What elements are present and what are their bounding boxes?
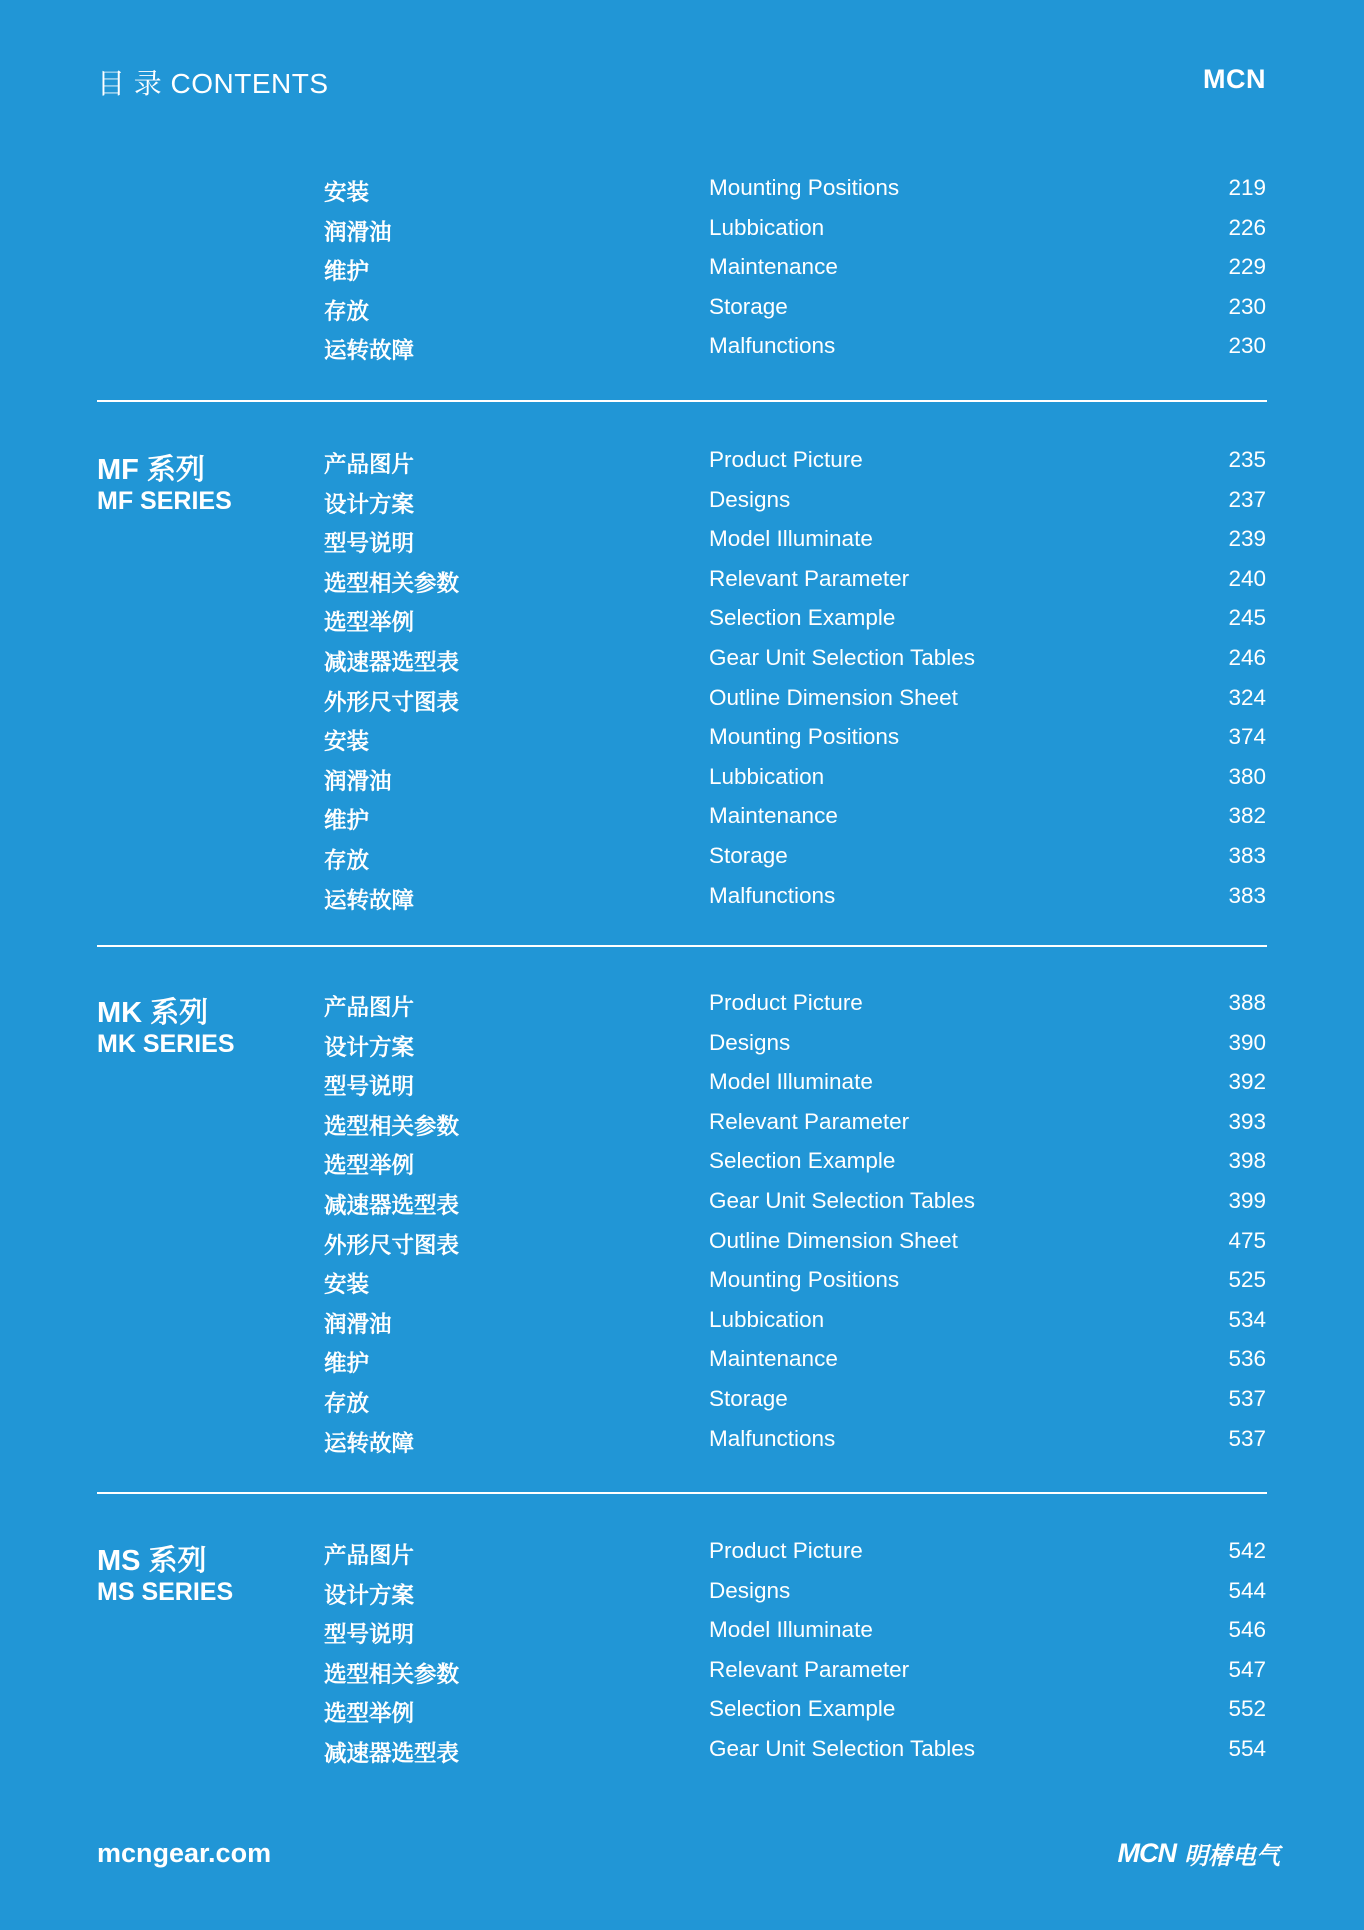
toc-entry[interactable] bbox=[0, 447, 1364, 481]
toc-entry[interactable] bbox=[0, 1736, 1364, 1770]
toc-entry[interactable] bbox=[0, 764, 1364, 798]
toc-entry-en: Relevant Parameter bbox=[709, 1108, 910, 1134]
toc-entry[interactable] bbox=[0, 1307, 1364, 1341]
toc-entry-cn: 设计方案 bbox=[324, 491, 415, 517]
toc-entry-cn: 安装 bbox=[324, 729, 370, 755]
toc-entry-page: 392 bbox=[1228, 1069, 1266, 1095]
toc-entry-en: Storage bbox=[709, 843, 788, 868]
toc-entry[interactable] bbox=[0, 1267, 1364, 1301]
toc-entry[interactable] bbox=[0, 1426, 1364, 1460]
toc-entry-page: 380 bbox=[1228, 763, 1266, 789]
series-title-en: MF SERIES bbox=[97, 487, 232, 515]
toc-entry[interactable] bbox=[0, 685, 1364, 719]
toc-entry[interactable] bbox=[0, 215, 1364, 249]
toc-entry-en: Outline Dimension Sheet bbox=[709, 1227, 958, 1253]
toc-entry-page: 547 bbox=[1228, 1656, 1266, 1682]
toc-entry-cn: 存放 bbox=[324, 1391, 370, 1416]
toc-entry-cn: 设计方案 bbox=[324, 1034, 415, 1060]
toc-entry[interactable] bbox=[0, 487, 1364, 521]
toc-entry-page: 554 bbox=[1228, 1736, 1266, 1761]
toc-entry-en: Relevant Parameter bbox=[709, 565, 910, 591]
toc-entry-cn: 设计方案 bbox=[324, 1582, 415, 1608]
toc-entry-page: 552 bbox=[1228, 1696, 1266, 1722]
toc-entry-page: 537 bbox=[1228, 1386, 1266, 1411]
toc-entry[interactable] bbox=[0, 294, 1364, 328]
toc-entry-page: 246 bbox=[1228, 645, 1266, 670]
toc-entry-en: Mounting Positions bbox=[709, 175, 900, 200]
toc-entry-cn: 选型举例 bbox=[324, 1153, 415, 1179]
toc-entry-cn: 安装 bbox=[324, 180, 370, 205]
toc-entry-en: Mounting Positions bbox=[709, 724, 900, 750]
toc-entry-en: Product Picture bbox=[709, 447, 863, 472]
toc-entry[interactable] bbox=[0, 1657, 1364, 1691]
footer-logo-cn: 明椿电气 bbox=[1184, 1843, 1280, 1870]
toc-entry-cn: 外形尺寸图表 bbox=[324, 1232, 460, 1258]
toc-entry[interactable] bbox=[0, 1386, 1364, 1420]
toc-entry-cn: 选型相关参数 bbox=[324, 1113, 460, 1139]
toc-entry-page: 525 bbox=[1228, 1267, 1266, 1293]
toc-entry[interactable] bbox=[0, 1228, 1364, 1262]
toc-entry[interactable] bbox=[0, 883, 1364, 917]
toc-entry[interactable] bbox=[0, 1069, 1364, 1103]
toc-entry-en: Model Illuminate bbox=[709, 526, 873, 552]
toc-entry-page: 393 bbox=[1228, 1108, 1266, 1134]
toc-entry-page: 239 bbox=[1228, 526, 1266, 552]
toc-entry-page: 537 bbox=[1228, 1425, 1266, 1451]
toc-entry[interactable] bbox=[0, 566, 1364, 600]
toc-entry-cn: 选型举例 bbox=[324, 1701, 415, 1727]
toc-entry-cn: 运转故障 bbox=[324, 887, 415, 913]
toc-entry-en: Gear Unit Selection Tables bbox=[709, 1736, 975, 1761]
toc-entry-cn: 运转故障 bbox=[324, 338, 415, 364]
toc-entry[interactable] bbox=[0, 645, 1364, 679]
toc-entry-page: 237 bbox=[1228, 486, 1266, 512]
footer-brand-logo bbox=[1118, 1836, 1281, 1871]
toc-entry-en: Relevant Parameter bbox=[709, 1656, 910, 1682]
toc-entry-cn: 型号说明 bbox=[324, 1622, 415, 1648]
toc-entry-page: 382 bbox=[1228, 803, 1266, 829]
toc-entry-cn: 减速器选型表 bbox=[324, 1193, 460, 1218]
footer-logo-mark: MCN bbox=[1117, 1838, 1176, 1868]
website-link[interactable]: mcngear.com bbox=[97, 1838, 272, 1868]
toc-entry-en: Model Illuminate bbox=[709, 1069, 873, 1095]
toc-entry-page: 534 bbox=[1228, 1306, 1266, 1332]
toc-entry-en: Malfunctions bbox=[709, 882, 836, 908]
toc-entry-en: Product Picture bbox=[709, 1538, 863, 1563]
toc-entry-en: Designs bbox=[709, 1577, 791, 1603]
toc-entry-page: 245 bbox=[1228, 605, 1266, 631]
toc-entry-page: 399 bbox=[1228, 1188, 1266, 1213]
toc-entry[interactable] bbox=[0, 1188, 1364, 1222]
toc-entry-en: Lubbication bbox=[709, 214, 825, 240]
toc-entry-en: Selection Example bbox=[709, 1696, 896, 1722]
toc-entry-page: 383 bbox=[1228, 843, 1266, 868]
toc-entry-en: Product Picture bbox=[709, 990, 863, 1015]
toc-entry-en: Outline Dimension Sheet bbox=[709, 684, 958, 710]
toc-entry-cn: 外形尺寸图表 bbox=[324, 689, 460, 715]
series-title-cn: MK 系列 bbox=[97, 997, 209, 1029]
toc-entry-en: Maintenance bbox=[709, 803, 838, 829]
toc-entry[interactable] bbox=[0, 843, 1364, 877]
toc-entry-cn: 润滑油 bbox=[324, 219, 392, 245]
toc-entry-en: Gear Unit Selection Tables bbox=[709, 1188, 975, 1213]
toc-entry-cn: 选型相关参数 bbox=[324, 1661, 460, 1687]
toc-entry-cn: 维护 bbox=[324, 808, 370, 834]
toc-entry-cn: 运转故障 bbox=[324, 1430, 415, 1456]
toc-entry-en: Model Illuminate bbox=[709, 1617, 873, 1643]
toc-entry-en: Lubbication bbox=[709, 1306, 825, 1332]
toc-entry-en: Mounting Positions bbox=[709, 1267, 900, 1293]
toc-entry-cn: 产品图片 bbox=[324, 452, 415, 477]
toc-entry-cn: 产品图片 bbox=[324, 995, 415, 1020]
toc-entry[interactable] bbox=[0, 1538, 1364, 1572]
toc-entry-en: Gear Unit Selection Tables bbox=[709, 645, 975, 670]
toc-entry-en: Malfunctions bbox=[709, 333, 836, 359]
toc-entry-page: 235 bbox=[1228, 447, 1266, 472]
toc-entry-en: Storage bbox=[709, 1386, 788, 1411]
toc-entry-page: 230 bbox=[1228, 293, 1266, 319]
toc-entry-page: 546 bbox=[1228, 1617, 1266, 1643]
toc-entry-en: Designs bbox=[709, 1029, 791, 1055]
section-divider bbox=[97, 945, 1267, 947]
toc-entry-page: 324 bbox=[1228, 684, 1266, 710]
toc-entry-cn: 选型举例 bbox=[324, 610, 415, 636]
toc-entry-cn: 型号说明 bbox=[324, 531, 415, 557]
toc-entry-en: Maintenance bbox=[709, 1346, 838, 1372]
toc-entry-page: 230 bbox=[1228, 333, 1266, 359]
toc-entry-page: 542 bbox=[1228, 1538, 1266, 1563]
toc-entry[interactable] bbox=[0, 175, 1364, 209]
page-title: 目 录 CONTENTS bbox=[97, 68, 329, 99]
toc-entry-cn: 存放 bbox=[324, 848, 370, 873]
toc-entry-cn: 维护 bbox=[324, 259, 370, 285]
toc-entry[interactable] bbox=[0, 1578, 1364, 1612]
toc-entry-en: Storage bbox=[709, 293, 788, 319]
toc-entry-en: Selection Example bbox=[709, 605, 896, 631]
toc-entry-cn: 减速器选型表 bbox=[324, 650, 460, 675]
series-title-en: MK SERIES bbox=[97, 1030, 235, 1058]
toc-entry[interactable] bbox=[0, 605, 1364, 639]
section-divider bbox=[97, 1492, 1267, 1494]
toc-entry-page: 390 bbox=[1228, 1029, 1266, 1055]
toc-entry-page: 544 bbox=[1228, 1577, 1266, 1603]
toc-entry-cn: 润滑油 bbox=[324, 768, 392, 794]
toc-entry-en: Selection Example bbox=[709, 1148, 896, 1174]
section-divider bbox=[97, 400, 1267, 402]
brand-logo: MCN bbox=[1203, 64, 1266, 94]
toc-entry-en: Designs bbox=[709, 486, 791, 512]
toc-entry[interactable] bbox=[0, 1617, 1364, 1651]
toc-entry-cn: 型号说明 bbox=[324, 1074, 415, 1100]
toc-entry[interactable] bbox=[0, 1696, 1364, 1730]
series-title-cn: MF 系列 bbox=[97, 454, 205, 486]
toc-entry[interactable] bbox=[0, 1109, 1364, 1143]
toc-entry[interactable] bbox=[0, 526, 1364, 560]
toc-entry-cn: 安装 bbox=[324, 1272, 370, 1298]
toc-entry-en: Maintenance bbox=[709, 254, 838, 280]
toc-entry-page: 240 bbox=[1228, 565, 1266, 591]
toc-entry-page: 388 bbox=[1228, 990, 1266, 1015]
toc-entry-page: 475 bbox=[1228, 1227, 1266, 1253]
series-title-en: MS SERIES bbox=[97, 1578, 234, 1606]
toc-entry[interactable] bbox=[0, 803, 1364, 837]
toc-entry-page: 229 bbox=[1228, 254, 1266, 280]
toc-entry[interactable] bbox=[0, 1030, 1364, 1064]
toc-entry-page: 536 bbox=[1228, 1346, 1266, 1372]
toc-entry-page: 398 bbox=[1228, 1148, 1266, 1174]
toc-entry-cn: 减速器选型表 bbox=[324, 1741, 460, 1766]
toc-entry-page: 374 bbox=[1228, 724, 1266, 750]
toc-entry-en: Lubbication bbox=[709, 763, 825, 789]
toc-entry-page: 383 bbox=[1228, 882, 1266, 908]
toc-entry[interactable] bbox=[0, 333, 1364, 367]
series-title-cn: MS 系列 bbox=[97, 1545, 207, 1577]
toc-entry-page: 219 bbox=[1228, 175, 1266, 200]
toc-entry-cn: 维护 bbox=[324, 1351, 370, 1377]
toc-entry-cn: 产品图片 bbox=[324, 1543, 415, 1568]
toc-entry[interactable] bbox=[0, 254, 1364, 288]
toc-entry-cn: 选型相关参数 bbox=[324, 570, 460, 596]
toc-entry-en: Malfunctions bbox=[709, 1425, 836, 1451]
toc-entry[interactable] bbox=[0, 1346, 1364, 1380]
toc-entry-page: 226 bbox=[1228, 214, 1266, 240]
toc-entry-cn: 存放 bbox=[324, 298, 370, 324]
toc-entry[interactable] bbox=[0, 990, 1364, 1024]
toc-entry[interactable] bbox=[0, 724, 1364, 758]
toc-entry[interactable] bbox=[0, 1148, 1364, 1182]
toc-entry-cn: 润滑油 bbox=[324, 1311, 392, 1337]
